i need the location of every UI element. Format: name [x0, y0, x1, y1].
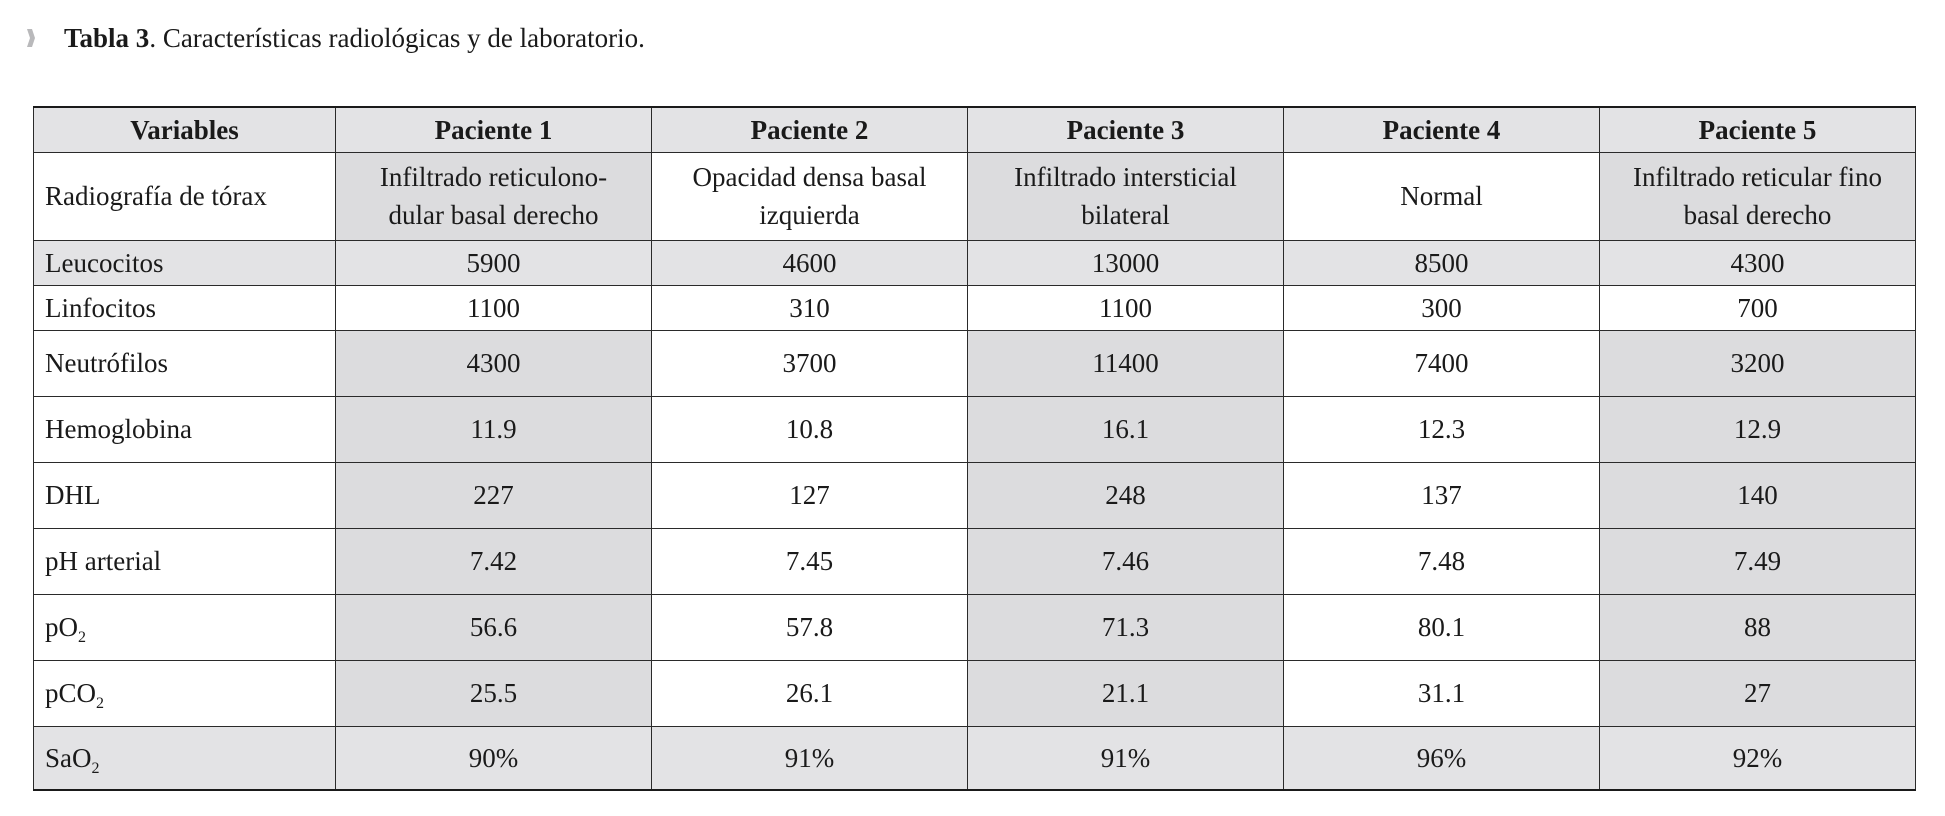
table-cell: 91% [652, 726, 968, 790]
header-paciente-5: Paciente 5 [1600, 107, 1916, 152]
header-variables: Variables [34, 107, 336, 152]
table-cell: 27 [1600, 660, 1916, 726]
table-cell: 4600 [652, 240, 968, 285]
table-cell: 25.5 [336, 660, 652, 726]
table-cell: 3700 [652, 330, 968, 396]
cell-line: Infiltrado intersticial [1014, 162, 1237, 192]
header-paciente-4: Paciente 4 [1284, 107, 1600, 152]
header-paciente-1: Paciente 1 [336, 107, 652, 152]
table-cell: 10.8 [652, 396, 968, 462]
cell-line: Normal [1400, 181, 1483, 211]
table-cell: 80.1 [1284, 594, 1600, 660]
table-cell: 16.1 [968, 396, 1284, 462]
table-row-hemoglobina [34, 396, 1916, 462]
table-cell: 4300 [1600, 240, 1916, 285]
table-cell: 92% [1600, 726, 1916, 790]
data-table [33, 106, 1916, 791]
table-cell: 91% [968, 726, 1284, 790]
table-cell: 140 [1600, 462, 1916, 528]
table-row-linfocitos [34, 285, 1916, 330]
cell-line: Infiltrado reticular fino [1633, 162, 1882, 192]
table-cell: 7.48 [1284, 528, 1600, 594]
row-label-text: SaO [45, 742, 92, 773]
table-cell: 227 [336, 462, 652, 528]
table-cell: 310 [652, 285, 968, 330]
table-cell: 7.45 [652, 528, 968, 594]
table-cell [1284, 152, 1600, 240]
row-label: Neutrófilos [34, 330, 336, 396]
table-cell: 7400 [1284, 330, 1600, 396]
chevron-marker-icon [26, 28, 36, 48]
table-cell: 11.9 [336, 396, 652, 462]
table-cell: 56.6 [336, 594, 652, 660]
table-cell: 88 [1600, 594, 1916, 660]
row-label: Linfocitos [34, 285, 336, 330]
table-cell: 90% [336, 726, 652, 790]
row-label-text: pO [45, 612, 78, 642]
table-cell: 7.42 [336, 528, 652, 594]
row-label [34, 594, 336, 660]
table-cell: 71.3 [968, 594, 1284, 660]
table-cell: 7.49 [1600, 528, 1916, 594]
table-cell: 700 [1600, 285, 1916, 330]
row-label: pH arterial [34, 528, 336, 594]
header-paciente-2: Paciente 2 [652, 107, 968, 152]
table-cell: 26.1 [652, 660, 968, 726]
table-cell: 127 [652, 462, 968, 528]
table-cell [652, 152, 968, 240]
table-cell: 31.1 [1284, 660, 1600, 726]
cell-line: bilateral [1081, 200, 1170, 230]
table-cell: 7.46 [968, 528, 1284, 594]
row-label: DHL [34, 462, 336, 528]
table-cell: 21.1 [968, 660, 1284, 726]
row-label [34, 660, 336, 726]
row-label [34, 726, 336, 790]
table-cell [968, 152, 1284, 240]
table-cell: 3200 [1600, 330, 1916, 396]
table-cell: 12.9 [1600, 396, 1916, 462]
table-cell: 248 [968, 462, 1284, 528]
row-label: Leucocitos [34, 240, 336, 285]
cell-line: dular basal derecho [388, 200, 599, 230]
table-cell [336, 152, 652, 240]
caption-label: Tabla 3 [64, 22, 150, 53]
table-cell: 4300 [336, 330, 652, 396]
cell-line: izquierda [759, 200, 860, 230]
row-label-text: pCO [45, 678, 97, 708]
table-cell: 8500 [1284, 240, 1600, 285]
table-cell: 96% [1284, 726, 1600, 790]
cell-line: Infiltrado reticulono- [379, 162, 608, 192]
table-row-pco2 [34, 660, 1916, 726]
row-label-subscript: 2 [78, 629, 86, 646]
row-label: Hemoglobina [34, 396, 336, 462]
table-row-leucocitos [34, 240, 1916, 285]
row-label-subscript: 2 [91, 759, 100, 777]
table-cell: 57.8 [652, 594, 968, 660]
table-row-sao2 [34, 726, 1916, 790]
table-cell: 11400 [968, 330, 1284, 396]
table-row-radiografia [34, 152, 1916, 240]
table-cell [1600, 152, 1916, 240]
table-row-neutrofilos [34, 330, 1916, 396]
table-row-ph-arterial [34, 528, 1916, 594]
table-cell: 137 [1284, 462, 1600, 528]
table-cell: 5900 [336, 240, 652, 285]
table-cell: 1100 [968, 285, 1284, 330]
table-cell: 1100 [336, 285, 652, 330]
row-label-subscript: 2 [96, 695, 105, 712]
table-cell: 13000 [968, 240, 1284, 285]
cell-line: basal derecho [1683, 200, 1832, 230]
caption-text: . Características radiológicas y de laboratorio. [149, 22, 645, 53]
table-row-po2 [34, 594, 1916, 660]
row-label: Radiografía de tórax [34, 152, 336, 240]
table-row-dhl [34, 462, 1916, 528]
cell-line: Opacidad densa basal [692, 162, 927, 192]
table-cell: 12.3 [1284, 396, 1600, 462]
header-row [34, 107, 1916, 152]
header-paciente-3: Paciente 3 [968, 107, 1284, 152]
table-caption [26, 18, 645, 58]
table-cell: 300 [1284, 285, 1600, 330]
